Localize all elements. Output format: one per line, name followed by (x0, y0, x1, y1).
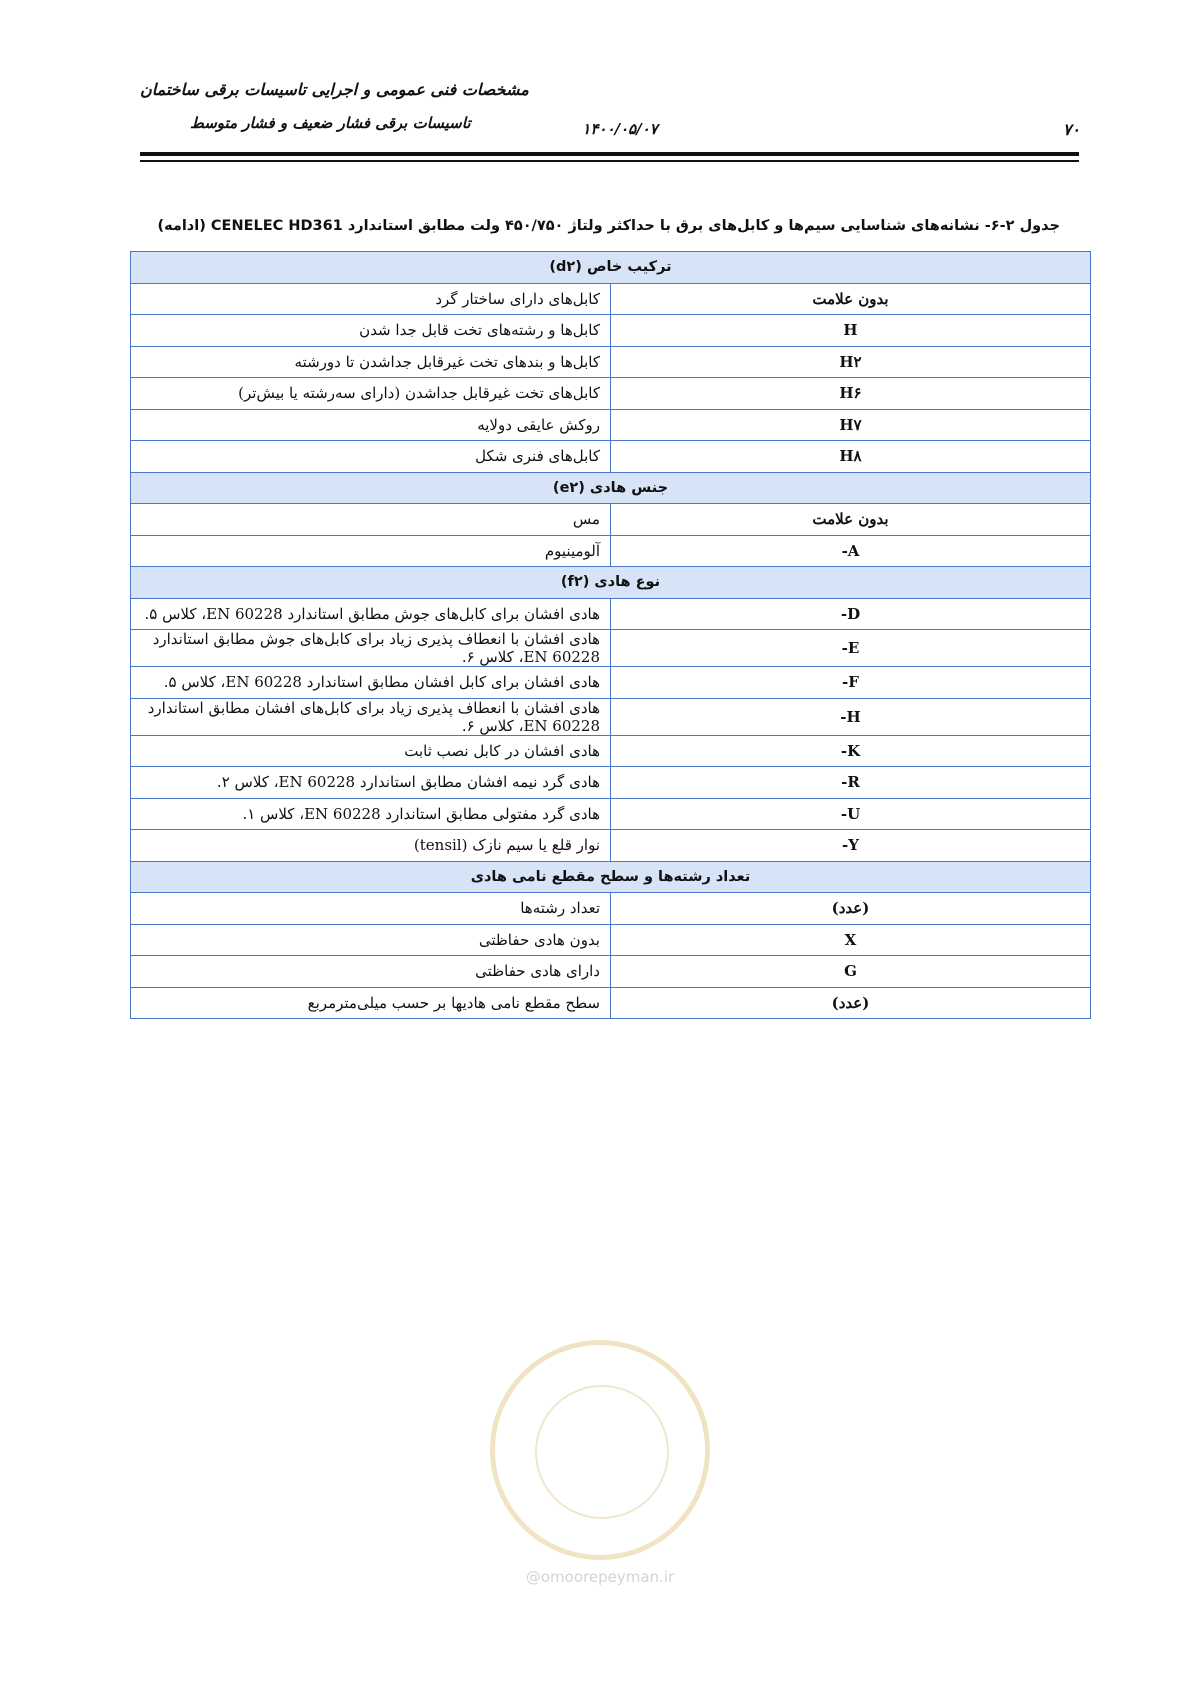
section-title: ترکیب خاص (d۲) (131, 252, 1091, 284)
designation-description: هادی گرد مفتولی مطابق استاندارد EN 60228، کلاس ۱. (131, 798, 611, 830)
table-row (131, 346, 1091, 378)
designation-description: مس (131, 504, 611, 536)
designation-description: کابل‌ها و رشته‌های تخت قابل جدا شدن (131, 315, 611, 347)
designation-description: هادی افشان برای کابل افشان مطابق استاندارد EN 60228، کلاس ۵. (131, 667, 611, 699)
designation-code: بدون علامت (611, 283, 1091, 315)
designation-code: H- (611, 698, 1091, 735)
table-row (131, 767, 1091, 799)
designation-description: کابل‌های تخت غیرقابل جداشدن (دارای سه‌رشته یا بیش‌تر) (131, 378, 611, 410)
designation-code: K- (611, 735, 1091, 767)
table-row (131, 987, 1091, 1019)
watermark-url: @omoorepeyman.ir (525, 1568, 675, 1586)
designation-description: تعداد رشته‌ها (131, 893, 611, 925)
designation-description: هادی گرد نیمه افشان مطابق استاندارد EN 60228، کلاس ۲. (131, 767, 611, 799)
designation-code: X (611, 924, 1091, 956)
designation-description: هادی افشان در کابل نصب ثابت (131, 735, 611, 767)
table-row (131, 667, 1091, 699)
designation-code: (عدد) (611, 893, 1091, 925)
designation-code: F- (611, 667, 1091, 699)
designation-code: D- (611, 598, 1091, 630)
designation-description: هادی افشان برای کابل‌های جوش مطابق استاندارد EN 60228، کلاس ۵. (131, 598, 611, 630)
designation-code: (عدد) (611, 987, 1091, 1019)
table-row (131, 441, 1091, 473)
designation-description: روکش عایقی دولایه (131, 409, 611, 441)
designation-code: H۶ (611, 378, 1091, 410)
designation-code: H۷ (611, 409, 1091, 441)
table-row (131, 798, 1091, 830)
section-title: نوع هادی (f۲) (131, 567, 1091, 599)
table-row (131, 598, 1091, 630)
document-volume: تاسیسات برقی فشار ضعیف و فشار متوسط (190, 114, 471, 132)
table-row (131, 893, 1091, 925)
table-row (131, 956, 1091, 988)
header-rule-thin (140, 160, 1079, 162)
designation-description: کابل‌های فنری شکل (131, 441, 611, 473)
table-row (131, 283, 1091, 315)
watermark-logo (490, 1340, 710, 1560)
designation-description: هادی افشان با انعطاف پذیری زیاد برای کابل‌های جوش مطابق استاندارد EN 60228، کلاس ۶. (131, 630, 611, 667)
section-title: جنس هادی (e۲) (131, 472, 1091, 504)
designation-code: H (611, 315, 1091, 347)
document-date: ۱۴۰۰/۰۵/۰۷ (582, 120, 658, 138)
designation-description: سطح مقطع نامی هادیها بر حسب میلی‌مترمربع (131, 987, 611, 1019)
table-row (131, 924, 1091, 956)
table-row (131, 630, 1091, 667)
table-row (131, 378, 1091, 410)
designation-code: H۲ (611, 346, 1091, 378)
designation-code: U- (611, 798, 1091, 830)
designation-description: نوار قلع یا سیم نازک (tensil) (131, 830, 611, 862)
table-row (131, 315, 1091, 347)
designation-code: بدون علامت (611, 504, 1091, 536)
designation-description: دارای هادی حفاظتی (131, 956, 611, 988)
designation-description: بدون هادی حفاظتی (131, 924, 611, 956)
header-rule-thick (140, 152, 1079, 156)
table-row (131, 735, 1091, 767)
designation-description: کابل‌های دارای ساختار گرد (131, 283, 611, 315)
designation-description: کابل‌ها و بندهای تخت غیرقابل جداشدن تا دورشته (131, 346, 611, 378)
table-section-header (131, 861, 1091, 893)
designation-code: H۸ (611, 441, 1091, 473)
designation-code: R- (611, 767, 1091, 799)
table-caption: جدول ۲-۶- نشانه‌های شناسایی سیم‌ها و کابل‌های برق با حداکثر ولتاژ ۴۵۰/۷۵۰ ولت مطابق استاندارد CENELEC HD361 (ادامه) (157, 218, 1060, 234)
table-row (131, 535, 1091, 567)
designation-description: هادی افشان با انعطاف پذیری زیاد برای کابل‌های افشان مطابق استاندارد EN 60228، کلاس ۶. (131, 698, 611, 735)
cable-designation-table (130, 251, 1091, 1019)
table-row (131, 830, 1091, 862)
page-number: ۷۰ (1062, 120, 1080, 139)
designation-code: G (611, 956, 1091, 988)
document-title: مشخصات فنی عمومی و اجرایی تاسیسات برقی ساختمان (140, 80, 529, 99)
table-section-header (131, 472, 1091, 504)
designation-code: Y- (611, 830, 1091, 862)
table-row (131, 698, 1091, 735)
table-row (131, 409, 1091, 441)
watermark-gear-ring (535, 1385, 669, 1519)
section-title: تعداد رشته‌ها و سطح مقطع نامی هادی (131, 861, 1091, 893)
table-section-header (131, 567, 1091, 599)
designation-description: آلومینیوم (131, 535, 611, 567)
designation-code: A- (611, 535, 1091, 567)
table-row (131, 504, 1091, 536)
designation-code: E- (611, 630, 1091, 667)
table-section-header (131, 252, 1091, 284)
